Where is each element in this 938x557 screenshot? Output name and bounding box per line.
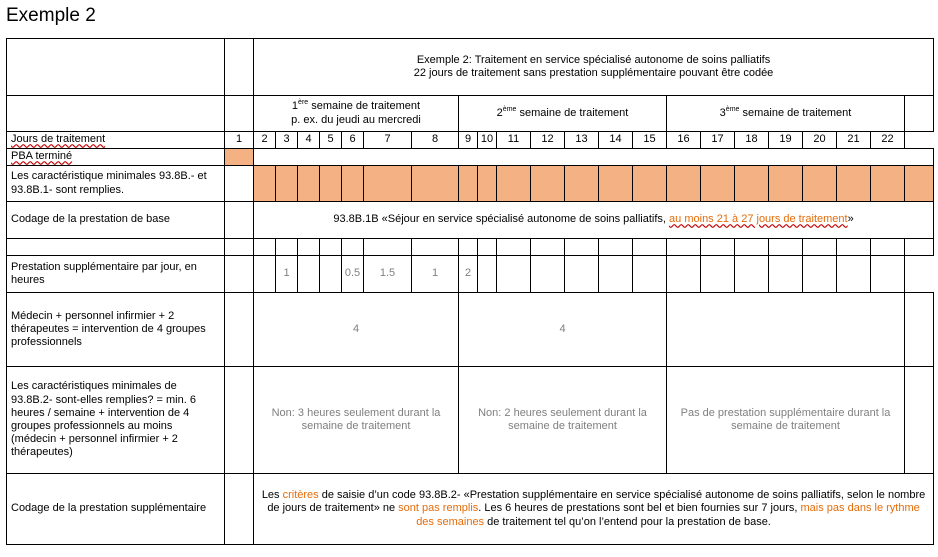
fulfilled-cell (364, 166, 412, 202)
team-week-1: 4 (254, 293, 459, 367)
corner-cell (7, 39, 225, 96)
week-3-header: 3ème semaine de traitement (667, 96, 905, 132)
check-row (7, 367, 934, 474)
day-cell: 8 (412, 132, 459, 149)
suppl-code-row (7, 474, 934, 545)
hours-cell (871, 256, 905, 293)
day-cell: 11 (497, 132, 531, 149)
fulfilled-cell (320, 166, 342, 202)
days-row (7, 132, 934, 149)
day-cell: 10 (478, 132, 497, 149)
hours-cell (254, 256, 276, 293)
hours-cell: 1 (412, 256, 459, 293)
fulfilled-cell (254, 166, 276, 202)
treatment-table (6, 38, 934, 545)
pba-row (7, 149, 934, 166)
pba-marker (225, 149, 254, 166)
week-2-header: 2ème semaine de traitement (459, 96, 667, 132)
fulfilled-cell (298, 166, 320, 202)
hours-cell (633, 256, 667, 293)
team-label: Médecin + personnel infirmier + 2 thérapeutes = intervention de 4 groupes professionnels (7, 293, 225, 367)
hours-cell (599, 256, 633, 293)
check-week-2: Non: 2 heures seulement durant la semaine de traitement (459, 367, 667, 474)
hours-cell (735, 256, 769, 293)
day-cell: 20 (803, 132, 837, 149)
check-week-1: Non: 3 heures seulement durant la semaine de traitement (254, 367, 459, 474)
fulfilled-cell (531, 166, 565, 202)
table-title: Exemple 2: Traitement en service spécialisé autonome de soins palliatifs 22 jours de traitement sans prestation supplémentaire pouvant être codée (254, 39, 934, 96)
day-cell: 6 (342, 132, 364, 149)
fulfilled-cell (412, 166, 459, 202)
team-row (7, 293, 934, 367)
day-cell: 4 (298, 132, 320, 149)
day-cell: 2 (254, 132, 276, 149)
hours-cell (701, 256, 735, 293)
fulfilled-cell (633, 166, 667, 202)
week-header-row (7, 96, 934, 132)
hours-cell (320, 256, 342, 293)
day-cell: 3 (276, 132, 298, 149)
fulfilled-cell (599, 166, 633, 202)
day-cell: 16 (667, 132, 701, 149)
check-week-3: Pas de prestation supplémentaire durant la semaine de traitement (667, 367, 905, 474)
fulfilled-cell (803, 166, 837, 202)
hours-cell (769, 256, 803, 293)
check-label: Les caractéristiques minimales de 93.8B.2- sont-elles remplies? = min. 6 heures / semaine + intervention de 4 groupes professionnels au moins (médecin + personnel infirmier + 2 thérapeutes) (7, 367, 225, 474)
hours-cell (565, 256, 599, 293)
fulfilled-cell (667, 166, 701, 202)
week-1-header: 1ère semaine de traitement p. ex. du jeudi au mercredi (254, 96, 459, 132)
hours-cell (298, 256, 320, 293)
fulfilled-cell (276, 166, 298, 202)
min-char-label: Les caractéristique minimales 93.8B.- et 93.8B.1- sont remplies. (7, 166, 225, 202)
spacer-row (7, 239, 934, 256)
title-row (7, 39, 934, 96)
fulfilled-cell (701, 166, 735, 202)
day-cell: 19 (769, 132, 803, 149)
hours-cell (837, 256, 871, 293)
suppl-code-label: Codage de la prestation supplémentaire (7, 474, 225, 545)
fulfilled-cell (478, 166, 497, 202)
min-char-row (7, 166, 934, 202)
day-cell: 12 (531, 132, 565, 149)
fulfilled-cell (837, 166, 871, 202)
hours-cell: 1.5 (364, 256, 412, 293)
suppl-row (7, 256, 934, 293)
hours-cell: 1 (276, 256, 298, 293)
hours-cell (478, 256, 497, 293)
day-cell: 18 (735, 132, 769, 149)
fulfilled-cell (769, 166, 803, 202)
hours-cell: 0.5 (342, 256, 364, 293)
hours-cell (667, 256, 701, 293)
day-cell: 13 (565, 132, 599, 149)
day-cell: 15 (633, 132, 667, 149)
day-cell: 1 (225, 132, 254, 149)
team-week-2: 4 (459, 293, 667, 367)
fulfilled-cell (497, 166, 531, 202)
fulfilled-cell (342, 166, 364, 202)
base-code-text: 93.8B.1B «Séjour en service spécialisé autonome de soins palliatifs, au moins 21 à 27 jours de traitement» (254, 202, 934, 239)
fulfilled-cell (735, 166, 769, 202)
base-code-row (7, 202, 934, 239)
day-cell: 14 (599, 132, 633, 149)
fulfilled-cell (871, 166, 905, 202)
fulfilled-cell (905, 166, 934, 202)
pba-label: PBA terminé (7, 149, 225, 166)
hours-cell (531, 256, 565, 293)
day-cell: 17 (701, 132, 735, 149)
base-code-label: Codage de la prestation de base (7, 202, 225, 239)
day-cell: 9 (459, 132, 478, 149)
day-cell: 7 (364, 132, 412, 149)
day-cell: 5 (320, 132, 342, 149)
hours-cell: 2 (459, 256, 478, 293)
day-cell: 22 (871, 132, 905, 149)
suppl-code-text: Les critères de saisie d’un code 93.8B.2- «Prestation supplémentaire en service spécialisé autonome de soins palliatifs, selon le nombre de jours de traitement» ne sont pas remplis. Les 6 heures de prestations sont bel et bien fournies sur 7 jours, mais pas dans le rythme des semaines de traitement tel qu’on l’entend pour la prestation de base. (254, 474, 934, 545)
page-heading: Exemple 2 (6, 5, 96, 26)
day-cell: 21 (837, 132, 871, 149)
hours-cell (225, 256, 254, 293)
fulfilled-cell (459, 166, 478, 202)
fulfilled-cell (565, 166, 599, 202)
team-week-3 (667, 293, 905, 367)
days-label: Jours de traitement (7, 132, 225, 149)
suppl-label: Prestation supplémentaire par jour, en heures (7, 256, 225, 293)
hours-cell (803, 256, 837, 293)
hours-cell (497, 256, 531, 293)
